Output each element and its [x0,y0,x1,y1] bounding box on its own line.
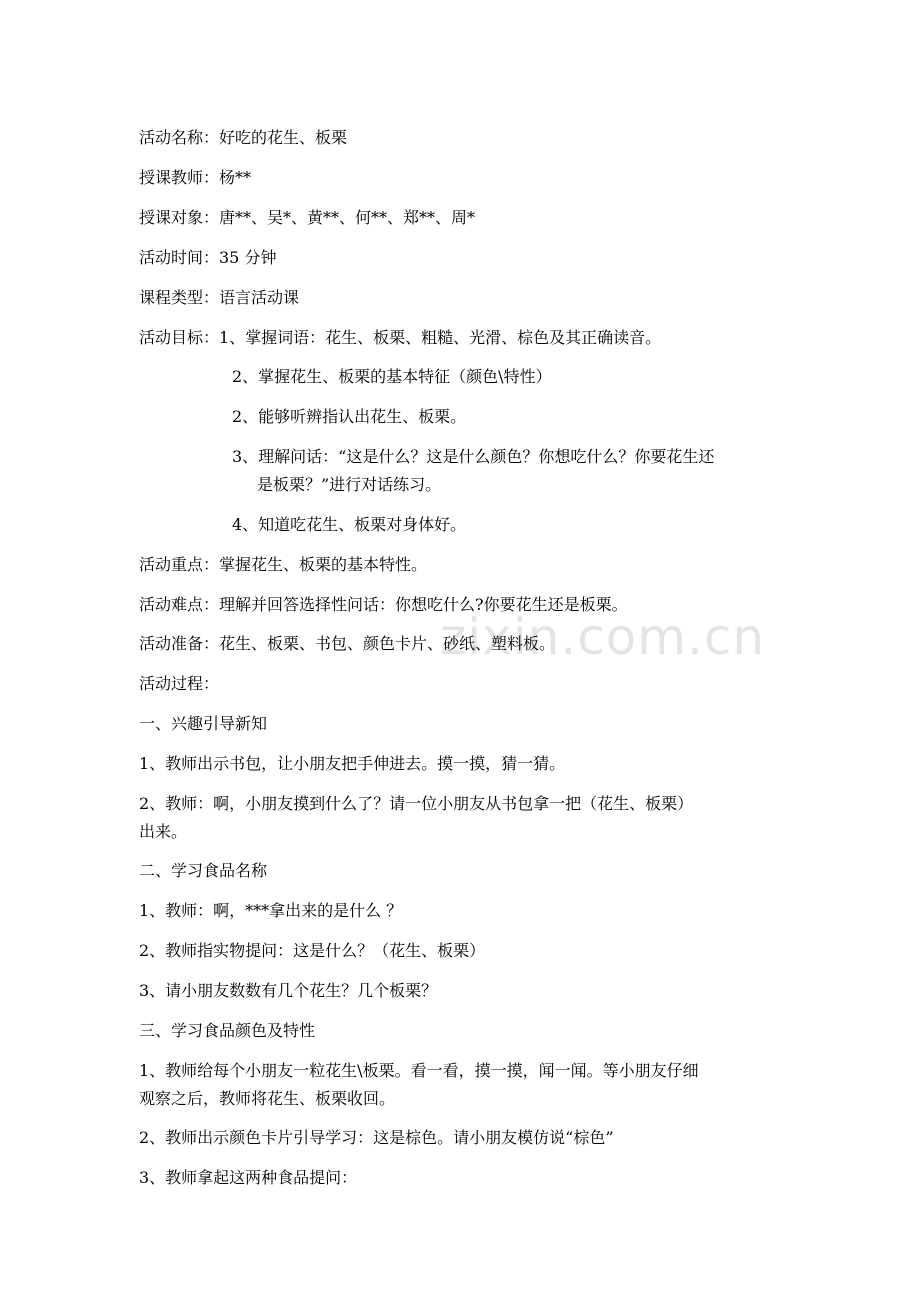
section-3-p2: 2、教师出示颜色卡片引导学习：这是棕色。请小朋友模仿说“棕色” [139,1128,614,1147]
goal-2: 2、掌握花生、板栗的基本特征（颜色\特性） [232,367,552,386]
section-3-p1-line2: 观察之后，教师将花生、板栗收回。 [139,1089,396,1108]
activity-time: 活动时间：35 分钟 [139,248,277,267]
section-1-title: 一、兴趣引导新知 [139,714,268,733]
section-2-p1: 1、教师：啊，***拿出来的是什么 ？ [139,901,403,920]
section-1-p2-line1: 2、教师：啊，小朋友摸到什么了？请一位小朋友从书包拿一把（花生、板栗） [139,794,694,813]
goal-5: 4、知道吃花生、板栗对身体好。 [232,515,467,534]
activity-name: 活动名称：好吃的花生、板栗 [139,128,348,147]
goal-4-line2: 是板栗？”进行对话练习。 [257,475,442,494]
section-3-p3: 3、教师拿起这两种食品提问： [139,1168,358,1187]
section-2-p2: 2、教师指实物提问：这是什么？（花生、板栗） [139,941,486,960]
section-3-p1-line1: 1、教师给每个小朋友一粒花生\板栗。看一看，摸一摸，闻一闻。等小朋友仔细 [139,1061,699,1080]
watermark: zixin.com.cn [440,608,766,666]
course-type: 课程类型：语言活动课 [139,288,300,307]
goal-4-line1: 3、理解问话：“这是什么？这是什么颜色？你想吃什么？你要花生还 [232,447,715,466]
section-1-p2-line2: 出来。 [139,822,188,841]
section-2-title: 二、学习食品名称 [139,861,268,880]
section-2-p3: 3、请小朋友数数有几个花生？几个板栗？ [139,981,438,1000]
section-1-p1: 1、教师出示书包，让小朋友把手伸进去。摸一摸，猜一猜。 [139,754,566,773]
preparation: 活动准备：花生、板栗、书包、颜色卡片、砂纸、塑料板。 [139,634,556,653]
difficulty: 活动难点：理解并回答选择性问话：你想吃什么?你要花生还是板栗。 [139,595,628,614]
goal-3: 2、能够听辨指认出花生、板栗。 [232,407,467,426]
students: 授课对象：唐**、吴*、黄**、何**、郑**、周* [139,208,476,227]
goal-1: 活动目标：1、掌握词语：花生、板栗、粗糙、光滑、棕色及其正确读音。 [139,328,662,347]
process-label: 活动过程： [139,674,220,693]
teacher: 授课教师：杨** [139,168,252,187]
key-point: 活动重点：掌握花生、板栗的基本特性。 [139,555,428,574]
section-3-title: 三、学习食品颜色及特性 [139,1021,316,1040]
